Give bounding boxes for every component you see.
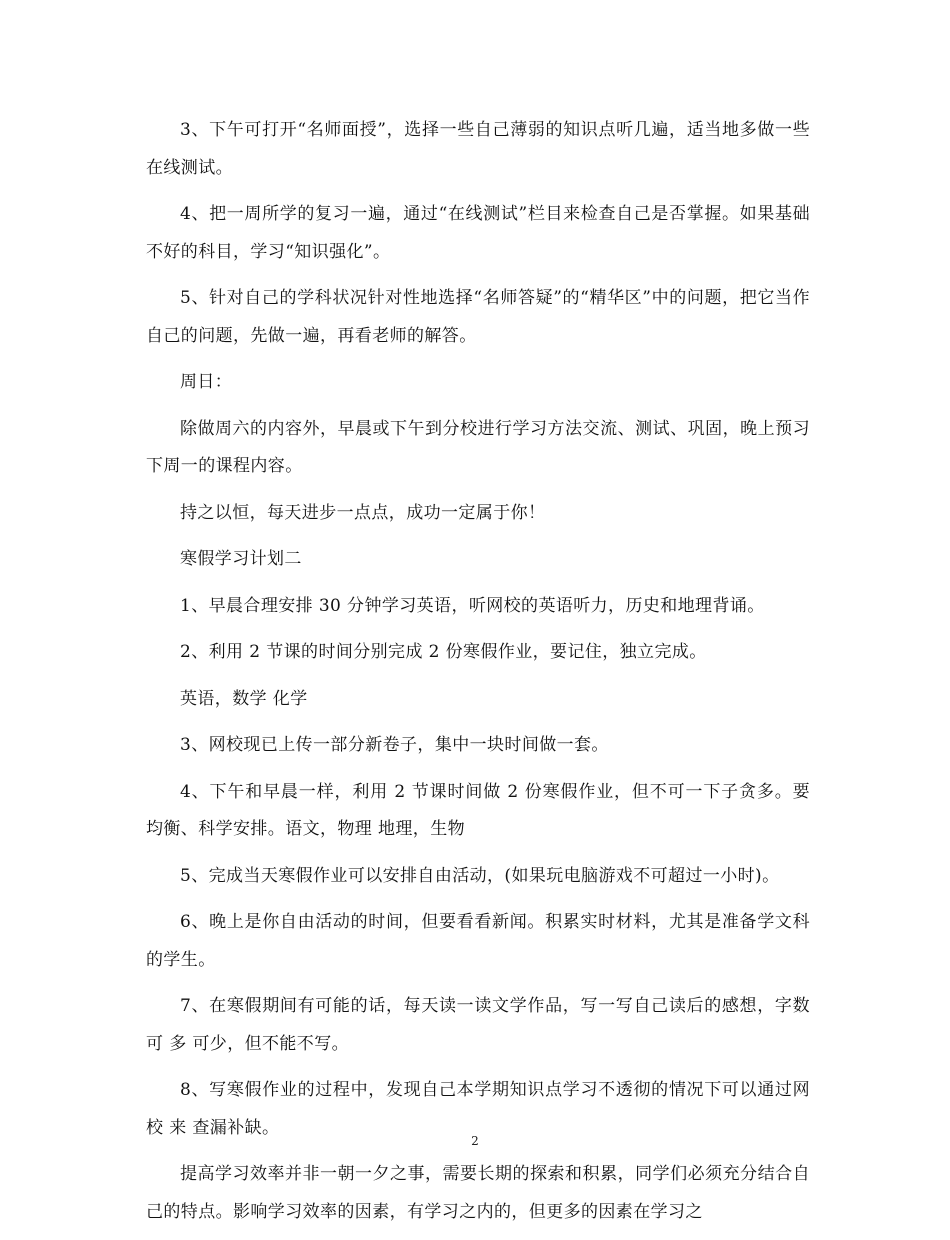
paragraph: 5、完成当天寒假作业可以安排自由活动，(如果玩电脑游戏不可超过一小时)。	[180, 865, 780, 886]
paragraph: 周日：	[180, 372, 233, 392]
paragraph: 4、把一周所学的复习一遍，通过“在线测试”栏目来检查自己是否掌握。如果基础不好的科目，学习“知识强化”。	[146, 204, 810, 262]
paragraph: 持之以恒，每天进步一点点，成功一定属于你！	[180, 502, 546, 523]
paragraph: 除做周六的内容外，早晨或下午到分校进行学习方法交流、测试、巩固，晚上预习下周一的课程内容。	[146, 418, 810, 476]
paragraph: 4、下午和早晨一样，利用 2 节课时间做 2 份寒假作业，但不可一下子贪多。要均衡、科学安排。语文，物理 地理，生物	[146, 781, 810, 839]
page-number: 2	[471, 1134, 479, 1148]
paragraph: 8、写寒假作业的过程中，发现自己本学期知识点学习不透彻的情况下可以通过网校 来 查漏补缺。	[146, 1080, 810, 1138]
paragraph: 6、晚上是你自由活动的时间，但要看看新闻。积累实时材料，尤其是准备学文科的学生。	[146, 912, 810, 970]
paragraph: 1、早晨合理安排 30 分钟学习英语，听网校的英语听力，历史和地理背诵。	[180, 595, 765, 616]
paragraph: 7、在寒假期间有可能的话，每天读一读文学作品，写一写自己读后的感想，字数可 多 可少，但不能不写。	[146, 996, 810, 1054]
document-body	[146, 112, 810, 1240]
paragraph: 提高学习效率并非一朝一夕之事，需要长期的探索和积累，同学们必须充分结合自己的特点。影响学习效率的因素，有学习之内的，但更多的因素在学习之	[146, 1164, 810, 1222]
paragraph: 5、针对自己的学科状况针对性地选择“名师答疑”的“精华区”中的问题，把它当作自己的问题，先做一遍，再看老师的解答。	[146, 288, 810, 346]
paragraph: 3、网校现已上传一部分新卷子，集中一块时间做一套。	[180, 735, 609, 755]
paragraph: 英语，数学 化学	[180, 688, 308, 709]
paragraph: 2、利用 2 节课的时间分别完成 2 份寒假作业，要记住，独立完成。	[180, 642, 707, 662]
paragraph: 3、下午可打开“名师面授”，选择一些自己薄弱的知识点听几遍，适当地多做一些在线测试。	[146, 120, 810, 178]
section-heading: 寒假学习计划二	[180, 549, 302, 569]
